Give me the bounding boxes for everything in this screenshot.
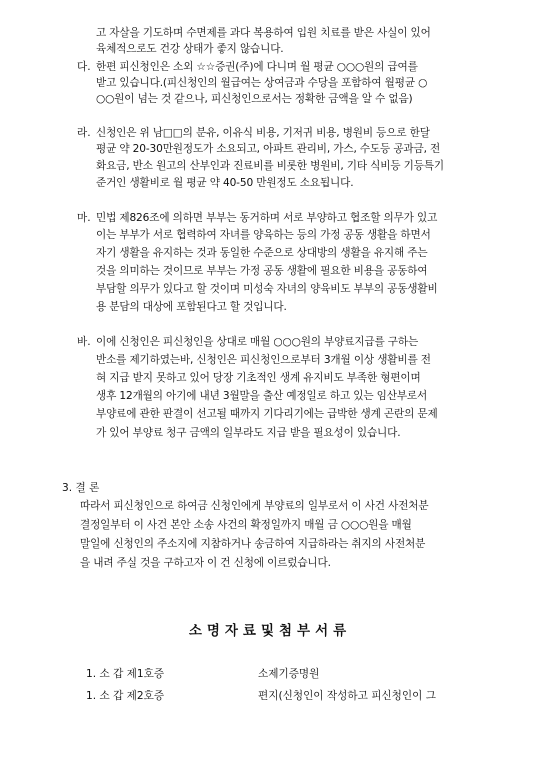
attachment-label: 1. 소 갑 제1호증 — [86, 668, 165, 680]
paragraph-line: 이에 신청인은 피신청인을 상대로 매월 ○○○원의 부양료지급를 구하는 — [96, 336, 419, 348]
paragraph-line: 용 분담의 대상에 포함된다고 할 것입니다. — [96, 301, 287, 313]
item-marker: 라. — [77, 127, 91, 139]
item-marker: 바. — [77, 336, 91, 348]
item-marker: 마. — [77, 212, 91, 224]
paragraph-line: 화요금, 반소 원고의 산부인과 진료비를 비롯한 병원비, 기타 식비등 기등특기 — [96, 160, 444, 172]
paragraph-line: 한편 피신청인은 소외 ☆☆증권(주)에 다니며 월 평균 ○○○원의 급여를 — [96, 61, 418, 73]
paragraph-line: 평균 약 20-30만원정도가 소요되고, 아파트 관리비, 가스, 수도등 공과금, 전 — [96, 143, 441, 155]
paragraph-line: ○○원이 넘는 것 같으나, 피신청인으로서는 정확한 금액을 알 수 없음) — [96, 93, 413, 105]
paragraph-line: 반소를 제기하였는바, 신청인은 피신청인으로부터 3개월 이상 생활비를 전 — [96, 354, 431, 366]
paragraph-line: 신청인은 위 남□□의 분유, 이유식 비용, 기저귀 비용, 병원비 등으로 한달 — [96, 127, 430, 139]
paragraph-line: 자기 생활을 유지하는 것과 동일한 수준으로 상대방의 생활을 유지해 주는 — [96, 247, 428, 259]
paragraph-line: 가 있어 부양료 청구 금액의 일부라도 지급 받을 필요성이 있습니다. — [96, 427, 401, 439]
paragraph-line: 민법 제826조에 의하면 부부는 동거하며 서로 부양하고 협조할 의무가 있고 — [96, 212, 438, 224]
paragraph-line: 혀 지급 받지 못하고 있어 당장 기초적인 생계 유지비도 부족한 형편이며 — [96, 372, 421, 384]
attachment-desc: 편지(신청인이 작성하고 피신청인이 그 — [258, 690, 436, 702]
paragraph-line: 말일에 신청인의 주소지에 지참하거나 송금하여 지급하라는 취지의 사전처분 — [80, 538, 426, 550]
attachment-label: 1. 소 갑 제2호증 — [86, 690, 165, 702]
paragraph-line: 부담할 의무가 있다고 할 것이며 미성숙 자녀의 양육비도 부부의 공동생활비 — [96, 283, 438, 295]
paragraph-line: 받고 있습니다.(피신청인의 월급여는 상여금과 수당을 포함하여 월평균 ○ — [96, 77, 428, 89]
paragraph-line: 고 자살을 기도하며 수면제를 과다 복용하여 입원 치료를 받은 사실이 있어 — [96, 27, 431, 39]
paragraph-line: 이는 부부가 서로 협력하여 자녀를 양육하는 등의 가정 공동 생활을 하면서 — [96, 229, 431, 241]
paragraph-line: 것을 의미하는 것이므로 부부는 가정 공동 생활에 필요한 비용을 공동하여 — [96, 265, 428, 277]
paragraph-line: 육체적으로도 건강 상태가 좋지 않습니다. — [96, 43, 284, 55]
paragraph-line: 생후 12개월의 아기에 내년 3월말을 출산 예정일로 하고 있는 임산부로서 — [96, 390, 428, 402]
paragraph-line: 부양료에 관한 판결이 선고될 때까지 기다리기에는 급박한 생계 곤란의 문제 — [96, 408, 438, 420]
attachments-title: 소명자료및첨부서류 — [188, 623, 352, 639]
paragraph-line: 을 내려 주실 것을 구하고자 이 건 신청에 이르렀습니다. — [80, 557, 331, 569]
paragraph-line: 결정일부터 이 사건 본안 소송 사건의 확정일까지 매월 금 ○○○원을 매월 — [80, 519, 412, 531]
section-heading: 3. 결 론 — [62, 482, 100, 494]
paragraph-line: 준거인 생활비로 월 평균 약 40-50 만원정도 소요됩니다. — [96, 177, 354, 189]
paragraph-line: 따라서 피신청인으로 하여금 신청인에게 부양료의 일부로서 이 사건 사전처분 — [80, 500, 429, 512]
item-marker: 다. — [77, 61, 91, 73]
attachment-desc: 소제기증명원 — [258, 668, 320, 680]
